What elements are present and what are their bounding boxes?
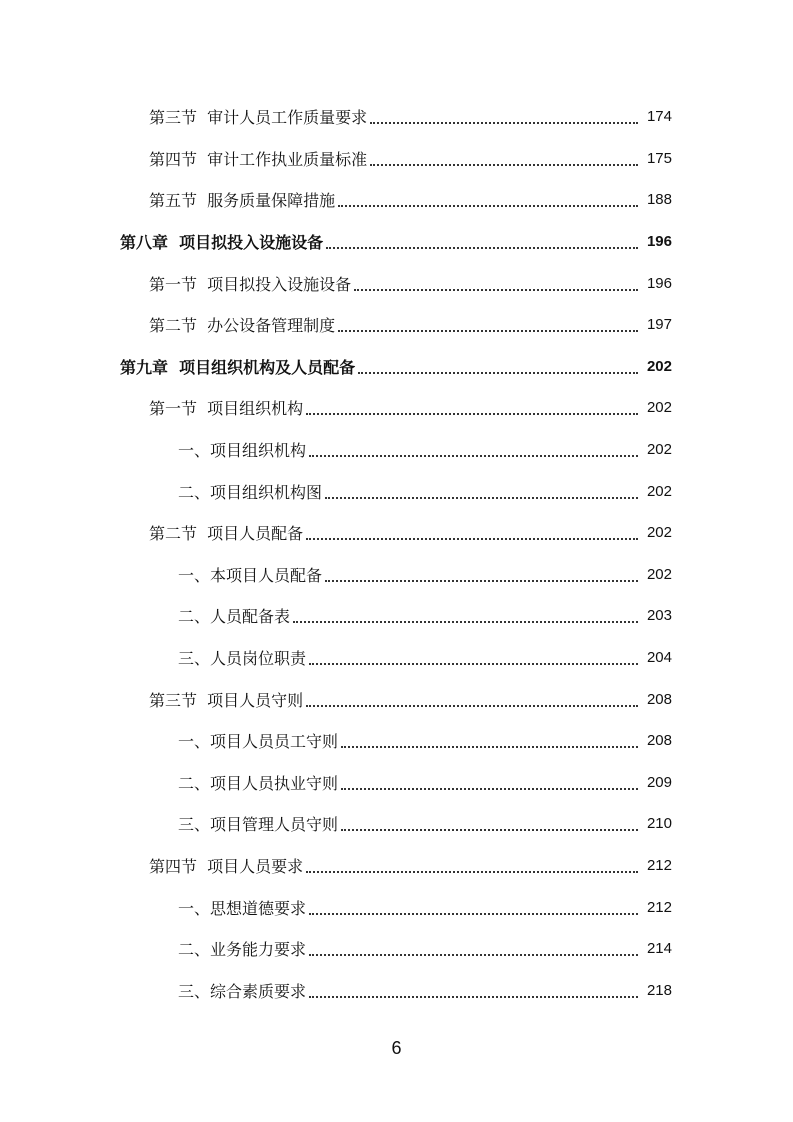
toc-entry-label: 三、综合素质要求 (178, 981, 307, 1001)
dot-leader (341, 745, 638, 748)
toc-entry-page: 202 (646, 357, 672, 375)
dot-leader (341, 787, 638, 790)
toc-entry-label: 第三节 审计人员工作质量要求 (149, 108, 368, 128)
toc-subentry[interactable] (0, 886, 793, 928)
toc-entry-label: 第八章 项目拟投入设施设备 (120, 233, 324, 253)
toc-entry-label: 第一节 项目拟投入设施设备 (149, 274, 352, 294)
toc-entry-label: 第四节 审计工作执业质量标准 (149, 149, 368, 169)
toc-subentry[interactable] (0, 803, 793, 845)
toc-entry-page: 175 (646, 149, 672, 167)
toc-entry-page: 209 (646, 773, 672, 791)
toc-entry[interactable] (0, 512, 793, 554)
dot-leader (358, 371, 638, 374)
page-number: 6 (391, 1038, 402, 1058)
toc-entry-label: 二、人员配备表 (178, 607, 291, 627)
toc-entry-label: 二、业务能力要求 (178, 940, 307, 960)
toc-entry-page: 196 (646, 274, 672, 292)
toc-subentry[interactable] (0, 969, 793, 1011)
dot-leader (306, 537, 638, 540)
dot-leader (341, 828, 638, 831)
toc-entry-page: 188 (646, 191, 672, 209)
toc-entry-page: 202 (646, 441, 672, 459)
toc-subentry[interactable] (0, 637, 793, 679)
toc-entry[interactable] (0, 678, 793, 720)
toc-entry[interactable] (0, 138, 793, 180)
toc-entry-label: 第四节 项目人员要求 (149, 856, 304, 876)
dot-leader (325, 496, 638, 499)
toc-entry-label: 第二节 项目人员配备 (149, 524, 304, 544)
table-of-contents (0, 96, 793, 1011)
toc-entry-page: 208 (646, 732, 672, 750)
toc-entry-page: 202 (646, 399, 672, 417)
dot-leader (306, 412, 638, 415)
toc-entry-label: 一、项目人员员工守则 (178, 732, 339, 752)
dot-leader (325, 579, 638, 582)
toc-entry-label: 一、项目组织机构 (178, 441, 307, 461)
toc-entry-label: 第一节 项目组织机构 (149, 399, 304, 419)
toc-entry-page: 212 (646, 898, 672, 916)
toc-subentry[interactable] (0, 470, 793, 512)
toc-chapter-entry[interactable] (0, 346, 793, 388)
dot-leader (309, 995, 638, 998)
toc-entry-label: 第二节 办公设备管理制度 (149, 316, 336, 336)
toc-entry-page: 203 (646, 607, 672, 625)
dot-leader (338, 204, 638, 207)
toc-entry[interactable] (0, 304, 793, 346)
dot-leader (309, 662, 638, 665)
dot-leader (326, 246, 638, 249)
dot-leader (306, 870, 638, 873)
toc-entry-label: 一、本项目人员配备 (178, 565, 323, 585)
dot-leader (309, 912, 638, 915)
toc-entry-page: 202 (646, 524, 672, 542)
dot-leader (309, 454, 638, 457)
toc-entry-page: 202 (646, 565, 672, 583)
toc-entry-page: 202 (646, 482, 672, 500)
dot-leader (370, 163, 638, 166)
dot-leader (354, 288, 638, 291)
toc-entry-label: 三、项目管理人员守则 (178, 815, 339, 835)
toc-entry-label: 二、项目组织机构图 (178, 482, 323, 502)
toc-entry-page: 218 (646, 981, 672, 999)
toc-subentry[interactable] (0, 429, 793, 471)
toc-entry-page: 208 (646, 690, 672, 708)
dot-leader (370, 121, 638, 124)
toc-subentry[interactable] (0, 720, 793, 762)
toc-entry[interactable] (0, 262, 793, 304)
toc-entry[interactable] (0, 845, 793, 887)
toc-entry-label: 一、思想道德要求 (178, 898, 307, 918)
toc-entry-page: 197 (646, 316, 672, 334)
toc-entry-label: 三、人员岗位职责 (178, 649, 307, 669)
toc-entry-label: 二、项目人员执业守则 (178, 773, 339, 793)
toc-entry-page: 174 (646, 108, 672, 126)
toc-entry-page: 214 (646, 940, 672, 958)
dot-leader (293, 620, 638, 623)
toc-entry-page: 196 (646, 233, 672, 251)
toc-entry-page: 210 (646, 815, 672, 833)
toc-entry-page: 204 (646, 649, 672, 667)
toc-entry-label: 第九章 项目组织机构及人员配备 (120, 357, 356, 377)
toc-chapter-entry[interactable] (0, 221, 793, 263)
dot-leader (338, 329, 638, 332)
toc-entry-page: 212 (646, 856, 672, 874)
toc-entry[interactable] (0, 96, 793, 138)
toc-subentry[interactable] (0, 554, 793, 596)
dot-leader (306, 704, 638, 707)
toc-entry[interactable] (0, 387, 793, 429)
toc-entry-label: 第五节 服务质量保障措施 (149, 191, 336, 211)
toc-subentry[interactable] (0, 762, 793, 804)
toc-entry[interactable] (0, 179, 793, 221)
toc-subentry[interactable] (0, 595, 793, 637)
toc-subentry[interactable] (0, 928, 793, 970)
toc-entry-label: 第三节 项目人员守则 (149, 690, 304, 710)
dot-leader (309, 953, 638, 956)
